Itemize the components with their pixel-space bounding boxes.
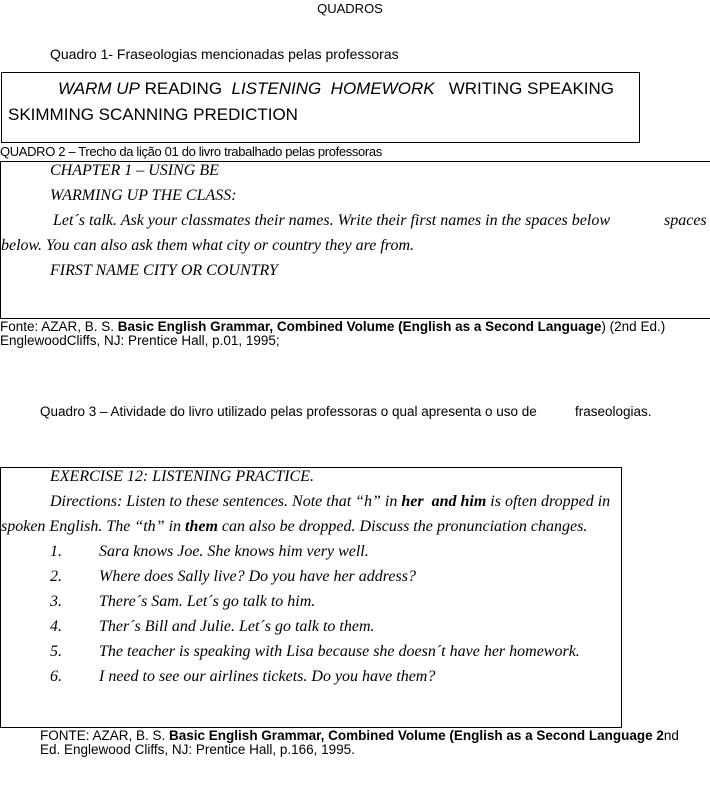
quadro3-source-line1 [40,729,679,743]
list-item-number: 5. [50,643,62,660]
quadro2-text-line2: below. You can also ask them what city or country they are from. [1,237,414,254]
term-listening-homework: LISTENING HOMEWORK [226,79,435,98]
term-writing-speaking: WRITING SPEAKING [434,79,615,98]
directions-line1 [50,493,610,511]
exercise-title: EXERCISE 12: LISTENING PRACTICE. [50,468,314,485]
list-item-number: 3. [50,593,62,610]
quadro2-caption: QUADRO 2 – Trecho da lição 01 do livro trabalhado pelas professoras [0,144,382,159]
quadro2-columns: FIRST NAME CITY OR COUNTRY [50,262,278,279]
list-item-number: 6. [50,668,62,685]
directions-bold-them: them [185,518,218,535]
list-item: There´s Sam. Let´s go talk to him. [99,593,316,610]
source-suffix: nd [663,728,679,743]
quadro2-warming-up: WARMING UP THE CLASS: [50,187,237,204]
list-item: Sara knows Joe. She knows him very well. [99,543,369,560]
quadro1-terms-line2: SKIMMING SCANNING PREDICTION [8,105,298,124]
quadro3-source-line2: Ed. Englewood Cliffs, NJ: Prentice Hall, p.166, 1995. [40,742,355,757]
source-prefix: FONTE: AZAR, B. S. [40,728,170,743]
list-item-number: 1. [50,543,62,560]
directions-bold-her-him: her and him [401,493,487,510]
quadro3-caption-a: Quadro 3 – Atividade do livro utilizado pelas professoras o qual apresenta o uso de [40,404,537,419]
quadro1-caption: Quadro 1- Fraseologias mencionadas pelas professoras [50,46,399,62]
directions-text: is often dropped in [486,493,611,510]
quadro2-chapter: CHAPTER 1 – USING BE [50,162,219,179]
list-item: Where does Sally live? Do you have her address? [99,568,416,585]
quadro3-caption-b: fraseologias. [575,404,652,419]
quadro1-terms-line1 [58,79,614,99]
quadro2-text-line1: Let´s talk. Ask your classmates their names. Write their first names in the spaces below [53,212,610,229]
term-warm-up: WARM UP [58,79,140,98]
list-item-number: 4. [50,618,62,635]
page-title: QUADROS [317,1,383,16]
list-item-number: 2. [50,568,62,585]
term-reading: READING [139,79,227,98]
source-title: Basic English Grammar, Combined Volume (English as a Second Language [117,319,602,334]
directions-text: Directions: Listen to these sentences. Note that “h” in [50,493,402,510]
directions-text: spoken English. The “th” in [1,518,186,535]
list-item: Ther´s Bill and Julie. Let´s go talk to them. [99,618,375,635]
quadro2-source-line2: EnglewoodCliffs, NJ: Prentice Hall, p.01, 1995; [0,333,280,348]
source-suffix: ) (2nd Ed.) [601,319,666,334]
list-item: The teacher is speaking with Lisa because she doesn´t have her homework. [99,643,580,660]
source-title: Basic English Grammar, Combined Volume (English as a Second Language 2 [169,728,664,743]
source-prefix: Fonte: AZAR, B. S. [0,319,118,334]
directions-text: can also be dropped. Discuss the pronunciation changes. [217,518,588,535]
quadro2-text-spaces: spaces [664,212,707,229]
quadro2-source-line1 [0,320,665,334]
directions-line2 [1,518,587,536]
list-item: I need to see our airlines tickets. Do you have them? [99,668,436,685]
